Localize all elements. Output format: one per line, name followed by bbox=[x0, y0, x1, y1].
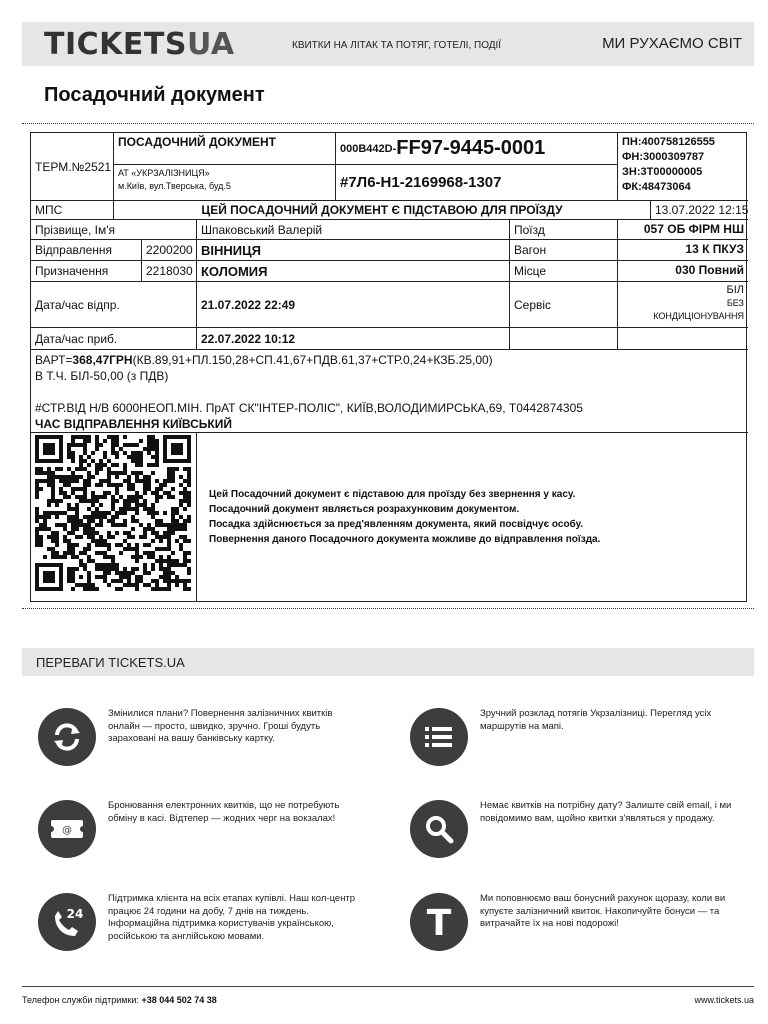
destination-code: 2218030 bbox=[142, 261, 197, 282]
document-title: ПОСАДОЧНИЙ ДОКУМЕНТ bbox=[114, 133, 336, 165]
service-label: Сервіс bbox=[510, 282, 618, 328]
empty-cell bbox=[618, 328, 748, 350]
code-prefix: 000B442D- bbox=[340, 142, 397, 155]
bonus-t-icon bbox=[410, 893, 468, 951]
service-class: БІЛ bbox=[726, 284, 744, 296]
basis-statement: ЦЕЙ ПОСАДОЧНИЙ ДОКУМЕНТ Є ПІДСТАВОЮ ДЛЯ ПРОЇЗДУ bbox=[114, 201, 651, 220]
svg-text:24: 24 bbox=[66, 907, 84, 921]
departure-datetime-label: Дата/час відпр. bbox=[31, 282, 197, 328]
arrival-datetime: 22.07.2022 10:12 bbox=[197, 328, 510, 350]
departure-datetime: 21.07.2022 22:49 bbox=[197, 282, 510, 328]
insurance-info: #СТР.ВІД Н/В 6000НЕОП.МІН. ПрАТ СК"ІНТЕР-ПОЛІС", КИЇВ,ВОЛОДИМИРСЬКА,69, Т0442874305 bbox=[35, 401, 583, 415]
cut-line-bottom bbox=[22, 608, 754, 609]
feature-text: Ми поповнюємо ваш бонусний рахунок щоразу, коли ви купуєте залізничний квиток. Накопичуйте бонуси — та витрачайте їх на нові подорожі! bbox=[480, 893, 726, 929]
car-value: 13 К ПКУЗ bbox=[618, 240, 748, 261]
feature-text: Бронювання електронних квитків, що не потребують обміну в касі. Відтепер — жодних черг на вокзалах! bbox=[108, 800, 340, 824]
notice-line: Повернення даного Посадочного документа можливе до відправлення поїзда. bbox=[209, 534, 601, 545]
train-label: Поїзд bbox=[510, 220, 618, 240]
fiscal-zn: ЗН:3Т00000005 bbox=[622, 166, 703, 178]
code-main: FF97-9445-0001 bbox=[396, 137, 546, 159]
empty-cell bbox=[510, 328, 618, 350]
fiscal-pn: ПН:400758126555 bbox=[622, 136, 715, 148]
train-value: 057 ОБ ФІРМ НШ bbox=[618, 220, 748, 240]
fiscal-fn: ФН:3000309787 bbox=[622, 151, 705, 163]
org-address: м.Київ, вул.Тверська, буд.5 bbox=[118, 181, 231, 191]
departure-code: 2200200 bbox=[142, 240, 197, 261]
refresh-icon bbox=[38, 708, 96, 766]
timezone-note: ЧАС ВІДПРАВЛЕННЯ КИЇВСЬКИЙ bbox=[35, 417, 233, 431]
fiscal-info bbox=[618, 133, 748, 201]
price-line: ВАРТ=368,47ГРН(КВ.89,91+ПЛ.150,28+СП.41,67+ПДВ.61,37+СТР.0,24+КЗБ.25,00) bbox=[35, 353, 493, 367]
mps-label: МПС bbox=[31, 201, 114, 220]
svg-text:@: @ bbox=[62, 825, 72, 836]
fiscal-fk: ФК:48473064 bbox=[622, 181, 691, 193]
header-motto: МИ РУХАЄМО СВІТ bbox=[602, 35, 742, 52]
org-name: АТ «УКРЗАЛІЗНИЦЯ» bbox=[118, 168, 210, 178]
service-value bbox=[618, 282, 748, 328]
price-breakdown: В Т.Ч. БІЛ-50,00 (з ПДВ) bbox=[35, 369, 169, 383]
feature-text: Змінилися плани? Повернення залізничних квитків онлайн — просто, швидко, зручно. Гроші будуть зараховані на вашу банківську картку. bbox=[108, 708, 333, 744]
service-note-2: КОНДИЦІОНУВАННЯ bbox=[653, 311, 744, 321]
svg-text:T: T bbox=[426, 903, 452, 942]
seat-label: Місце bbox=[510, 261, 618, 282]
destination-label: Призначення bbox=[31, 261, 142, 282]
cut-line-top bbox=[22, 123, 754, 124]
feature-text: Немає квитків на потрібну дату? Залиште свій email, і ми повідомимо вам, щойно квитки з'являться у продажу. bbox=[480, 800, 732, 824]
advantages-title: ПЕРЕВАГИ TICKETS.UA bbox=[36, 655, 185, 670]
advantages-header bbox=[22, 648, 754, 676]
car-label: Вагон bbox=[510, 240, 618, 261]
notice-line: Цей Посадочний документ є підставою для проїзду без звернення у касу. bbox=[209, 489, 576, 500]
passenger-name: Шпаковський Валерій bbox=[197, 220, 510, 240]
site-header bbox=[22, 22, 754, 66]
destination-station: КОЛОМИЯ bbox=[197, 261, 510, 282]
header-subtitle: КВИТКИ НА ЛІТАК ТА ПОТЯГ, ГОТЕЛІ, ПОДІЇ bbox=[292, 40, 502, 51]
tickets-ua-logo[interactable]: TICKETSUA bbox=[44, 27, 235, 62]
site-link[interactable]: www.tickets.ua bbox=[694, 995, 754, 1005]
price-total: 368,47ГРН bbox=[72, 353, 133, 367]
name-label: Прізвище, Ім'я bbox=[31, 220, 197, 240]
support-phone-number[interactable]: +38 044 502 74 38 bbox=[141, 995, 217, 1005]
service-note-1: БЕЗ bbox=[726, 298, 744, 308]
departure-station: ВІННИЦЯ bbox=[197, 240, 510, 261]
code-secondary: #7Л6-Н1-2169968-1307 bbox=[336, 165, 618, 201]
phone-24-icon bbox=[38, 893, 96, 951]
feature-text: Підтримка клієнта на всіх етапах купівлі. Наш кол-центр працює 24 години на добу, 7 днів на тиждень. Інформаційна підтримка користувачів українською, російською та англійською мовами. bbox=[108, 893, 356, 942]
issue-datetime: 13.07.2022 12:15 bbox=[651, 201, 748, 220]
departure-label: Відправлення bbox=[31, 240, 142, 261]
list-icon bbox=[410, 708, 468, 766]
notice-text bbox=[209, 487, 600, 547]
support-phone: Телефон служби підтримки: +38 044 502 74 38 bbox=[22, 995, 217, 1005]
qr-code-icon bbox=[35, 435, 191, 595]
document-code bbox=[336, 133, 618, 165]
ticket-icon bbox=[38, 800, 96, 858]
search-icon bbox=[410, 800, 468, 858]
price-block bbox=[31, 350, 748, 433]
feature-text: Зручний розклад потягів Укрзалізниці. Перегляд усіх маршрутів на мапі. bbox=[480, 708, 712, 732]
organization bbox=[114, 165, 336, 201]
footer-divider bbox=[22, 986, 754, 987]
boarding-document bbox=[30, 132, 747, 602]
notice-line: Посадочний документ являється розрахунковим документом. bbox=[209, 504, 520, 515]
page-title: Посадочний документ bbox=[44, 84, 265, 106]
notice-line: Посадка здійснюється за пред'явленням документа, який посвідчує особу. bbox=[209, 519, 584, 530]
terminal-number: ТЕРМ.№2521 bbox=[31, 133, 114, 201]
arrival-datetime-label: Дата/час приб. bbox=[31, 328, 197, 350]
seat-value: 030 Повний bbox=[618, 261, 748, 282]
